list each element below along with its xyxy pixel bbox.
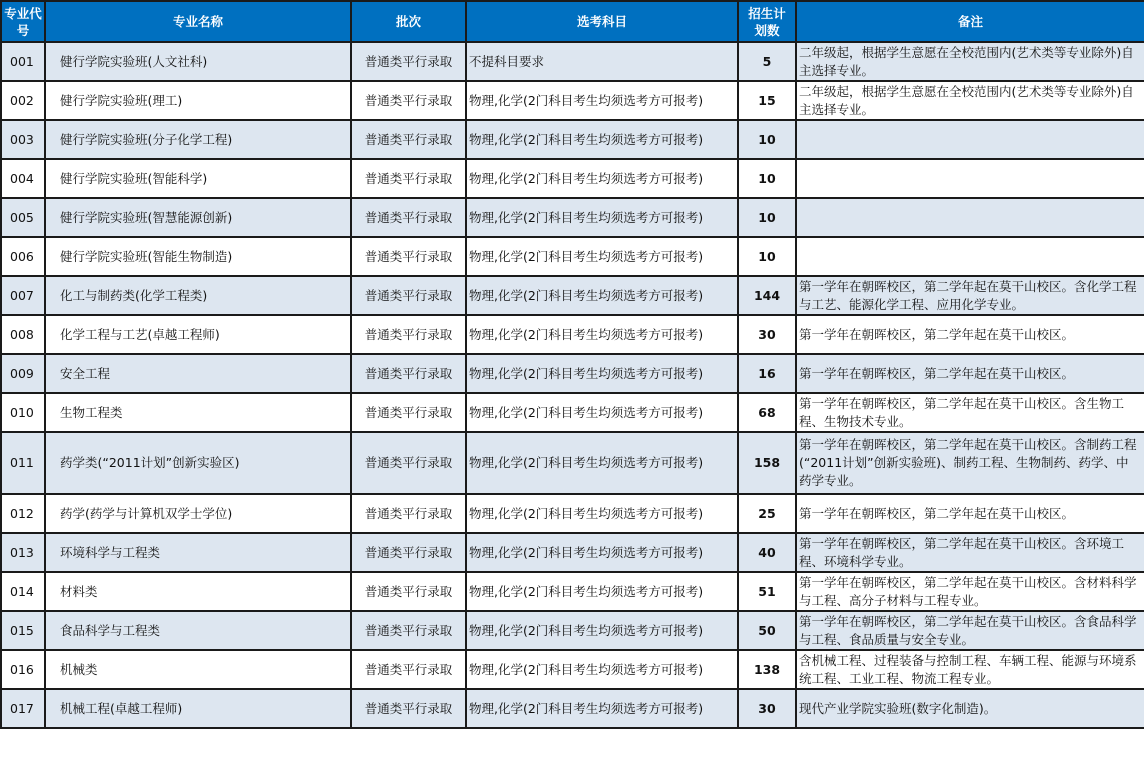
header-batch: 批次 xyxy=(351,1,466,42)
cell-subjects: 物理,化学(2门科目考生均须选考方可报考) xyxy=(466,689,738,728)
table-row xyxy=(1,689,1144,728)
table-row xyxy=(1,159,1144,198)
cell-batch: 普通类平行录取 xyxy=(351,494,466,533)
cell-code: 017 xyxy=(1,689,45,728)
table-row xyxy=(1,432,1144,494)
header-name: 专业名称 xyxy=(45,1,351,42)
table-row xyxy=(1,572,1144,611)
table-body xyxy=(1,42,1144,728)
cell-remarks: 第一学年在朝晖校区，第二学年起在莫干山校区。含材料科学与工程、高分子材料与工程专业。 xyxy=(796,572,1144,611)
cell-code: 002 xyxy=(1,81,45,120)
cell-name: 生物工程类 xyxy=(45,393,351,432)
cell-subjects: 物理,化学(2门科目考生均须选考方可报考) xyxy=(466,81,738,120)
cell-plan: 10 xyxy=(738,159,796,198)
cell-remarks: 第一学年在朝晖校区，第二学年起在莫干山校区。 xyxy=(796,354,1144,393)
cell-plan: 68 xyxy=(738,393,796,432)
cell-code: 007 xyxy=(1,276,45,315)
cell-code: 008 xyxy=(1,315,45,354)
cell-remarks: 第一学年在朝晖校区，第二学年起在莫干山校区。含生物工程、生物技术专业。 xyxy=(796,393,1144,432)
cell-name: 健行学院实验班(分子化学工程) xyxy=(45,120,351,159)
cell-subjects: 物理,化学(2门科目考生均须选考方可报考) xyxy=(466,611,738,650)
table-row xyxy=(1,393,1144,432)
table-row xyxy=(1,42,1144,81)
cell-plan: 30 xyxy=(738,689,796,728)
cell-remarks xyxy=(796,237,1144,276)
cell-batch: 普通类平行录取 xyxy=(351,354,466,393)
table-row xyxy=(1,650,1144,689)
cell-name: 安全工程 xyxy=(45,354,351,393)
cell-remarks: 第一学年在朝晖校区，第二学年起在莫干山校区。含化学工程与工艺、能源化学工程、应用化学专业。 xyxy=(796,276,1144,315)
header-code: 专业代号 xyxy=(1,1,45,42)
cell-subjects: 物理,化学(2门科目考生均须选考方可报考) xyxy=(466,159,738,198)
table-row xyxy=(1,237,1144,276)
cell-remarks xyxy=(796,159,1144,198)
table-row xyxy=(1,315,1144,354)
cell-batch: 普通类平行录取 xyxy=(351,533,466,572)
cell-code: 011 xyxy=(1,432,45,494)
cell-plan: 5 xyxy=(738,42,796,81)
cell-code: 014 xyxy=(1,572,45,611)
cell-name: 环境科学与工程类 xyxy=(45,533,351,572)
cell-remarks: 二年级起，根据学生意愿在全校范围内(艺术类等专业除外)自主选择专业。 xyxy=(796,81,1144,120)
cell-subjects: 物理,化学(2门科目考生均须选考方可报考) xyxy=(466,432,738,494)
table-row xyxy=(1,120,1144,159)
cell-plan: 51 xyxy=(738,572,796,611)
cell-plan: 138 xyxy=(738,650,796,689)
table-row xyxy=(1,611,1144,650)
header-subjects: 选考科目 xyxy=(466,1,738,42)
cell-batch: 普通类平行录取 xyxy=(351,650,466,689)
cell-subjects: 物理,化学(2门科目考生均须选考方可报考) xyxy=(466,276,738,315)
table-row xyxy=(1,533,1144,572)
cell-name: 化学工程与工艺(卓越工程师) xyxy=(45,315,351,354)
table-row xyxy=(1,354,1144,393)
cell-subjects: 物理,化学(2门科目考生均须选考方可报考) xyxy=(466,533,738,572)
cell-code: 004 xyxy=(1,159,45,198)
cell-subjects: 物理,化学(2门科目考生均须选考方可报考) xyxy=(466,198,738,237)
cell-batch: 普通类平行录取 xyxy=(351,159,466,198)
cell-code: 013 xyxy=(1,533,45,572)
cell-name: 机械工程(卓越工程师) xyxy=(45,689,351,728)
cell-plan: 144 xyxy=(738,276,796,315)
cell-remarks: 第一学年在朝晖校区，第二学年起在莫干山校区。 xyxy=(796,315,1144,354)
cell-code: 012 xyxy=(1,494,45,533)
cell-remarks: 含机械工程、过程装备与控制工程、车辆工程、能源与环境系统工程、工业工程、物流工程专业。 xyxy=(796,650,1144,689)
cell-code: 003 xyxy=(1,120,45,159)
cell-code: 006 xyxy=(1,237,45,276)
cell-plan: 10 xyxy=(738,198,796,237)
header-remarks: 备注 xyxy=(796,1,1144,42)
cell-batch: 普通类平行录取 xyxy=(351,276,466,315)
cell-batch: 普通类平行录取 xyxy=(351,315,466,354)
cell-name: 健行学院实验班(智能科学) xyxy=(45,159,351,198)
cell-plan: 15 xyxy=(738,81,796,120)
cell-plan: 50 xyxy=(738,611,796,650)
cell-name: 药学(药学与计算机双学士学位) xyxy=(45,494,351,533)
cell-subjects: 物理,化学(2门科目考生均须选考方可报考) xyxy=(466,237,738,276)
cell-name: 药学类(“2011计划”创新实验区) xyxy=(45,432,351,494)
cell-subjects: 物理,化学(2门科目考生均须选考方可报考) xyxy=(466,494,738,533)
cell-plan: 30 xyxy=(738,315,796,354)
cell-name: 化工与制药类(化学工程类) xyxy=(45,276,351,315)
cell-code: 009 xyxy=(1,354,45,393)
cell-remarks xyxy=(796,120,1144,159)
cell-remarks: 二年级起，根据学生意愿在全校范围内(艺术类等专业除外)自主选择专业。 xyxy=(796,42,1144,81)
cell-name: 健行学院实验班(理工) xyxy=(45,81,351,120)
cell-subjects: 物理,化学(2门科目考生均须选考方可报考) xyxy=(466,572,738,611)
cell-plan: 10 xyxy=(738,120,796,159)
cell-subjects: 不提科目要求 xyxy=(466,42,738,81)
cell-plan: 16 xyxy=(738,354,796,393)
cell-name: 材料类 xyxy=(45,572,351,611)
cell-batch: 普通类平行录取 xyxy=(351,689,466,728)
cell-name: 健行学院实验班(智慧能源创新) xyxy=(45,198,351,237)
cell-plan: 25 xyxy=(738,494,796,533)
cell-remarks: 现代产业学院实验班(数字化制造)。 xyxy=(796,689,1144,728)
cell-batch: 普通类平行录取 xyxy=(351,198,466,237)
cell-subjects: 物理,化学(2门科目考生均须选考方可报考) xyxy=(466,393,738,432)
cell-code: 016 xyxy=(1,650,45,689)
cell-name: 健行学院实验班(人文社科) xyxy=(45,42,351,81)
cell-code: 001 xyxy=(1,42,45,81)
cell-batch: 普通类平行录取 xyxy=(351,237,466,276)
cell-code: 005 xyxy=(1,198,45,237)
cell-plan: 40 xyxy=(738,533,796,572)
cell-batch: 普通类平行录取 xyxy=(351,572,466,611)
cell-plan: 10 xyxy=(738,237,796,276)
cell-remarks: 第一学年在朝晖校区，第二学年起在莫干山校区。含食品科学与工程、食品质量与安全专业。 xyxy=(796,611,1144,650)
cell-subjects: 物理,化学(2门科目考生均须选考方可报考) xyxy=(466,315,738,354)
table-row xyxy=(1,276,1144,315)
cell-name: 机械类 xyxy=(45,650,351,689)
table-row xyxy=(1,81,1144,120)
cell-name: 食品科学与工程类 xyxy=(45,611,351,650)
table-row xyxy=(1,494,1144,533)
table-row xyxy=(1,198,1144,237)
cell-remarks: 第一学年在朝晖校区，第二学年起在莫干山校区。 xyxy=(796,494,1144,533)
cell-subjects: 物理,化学(2门科目考生均须选考方可报考) xyxy=(466,650,738,689)
cell-remarks: 第一学年在朝晖校区，第二学年起在莫干山校区。含环境工程、环境科学专业。 xyxy=(796,533,1144,572)
cell-batch: 普通类平行录取 xyxy=(351,81,466,120)
cell-batch: 普通类平行录取 xyxy=(351,432,466,494)
cell-subjects: 物理,化学(2门科目考生均须选考方可报考) xyxy=(466,354,738,393)
header-plan: 招生计划数 xyxy=(738,1,796,42)
table-header-row xyxy=(1,1,1144,42)
cell-code: 010 xyxy=(1,393,45,432)
cell-code: 015 xyxy=(1,611,45,650)
cell-batch: 普通类平行录取 xyxy=(351,120,466,159)
cell-plan: 158 xyxy=(738,432,796,494)
cell-remarks: 第一学年在朝晖校区，第二学年起在莫干山校区。含制药工程(“2011计划”创新实验班)、制药工程、生物制药、药学、中药学专业。 xyxy=(796,432,1144,494)
cell-batch: 普通类平行录取 xyxy=(351,42,466,81)
cell-batch: 普通类平行录取 xyxy=(351,393,466,432)
cell-subjects: 物理,化学(2门科目考生均须选考方可报考) xyxy=(466,120,738,159)
cell-batch: 普通类平行录取 xyxy=(351,611,466,650)
cell-name: 健行学院实验班(智能生物制造) xyxy=(45,237,351,276)
cell-remarks xyxy=(796,198,1144,237)
